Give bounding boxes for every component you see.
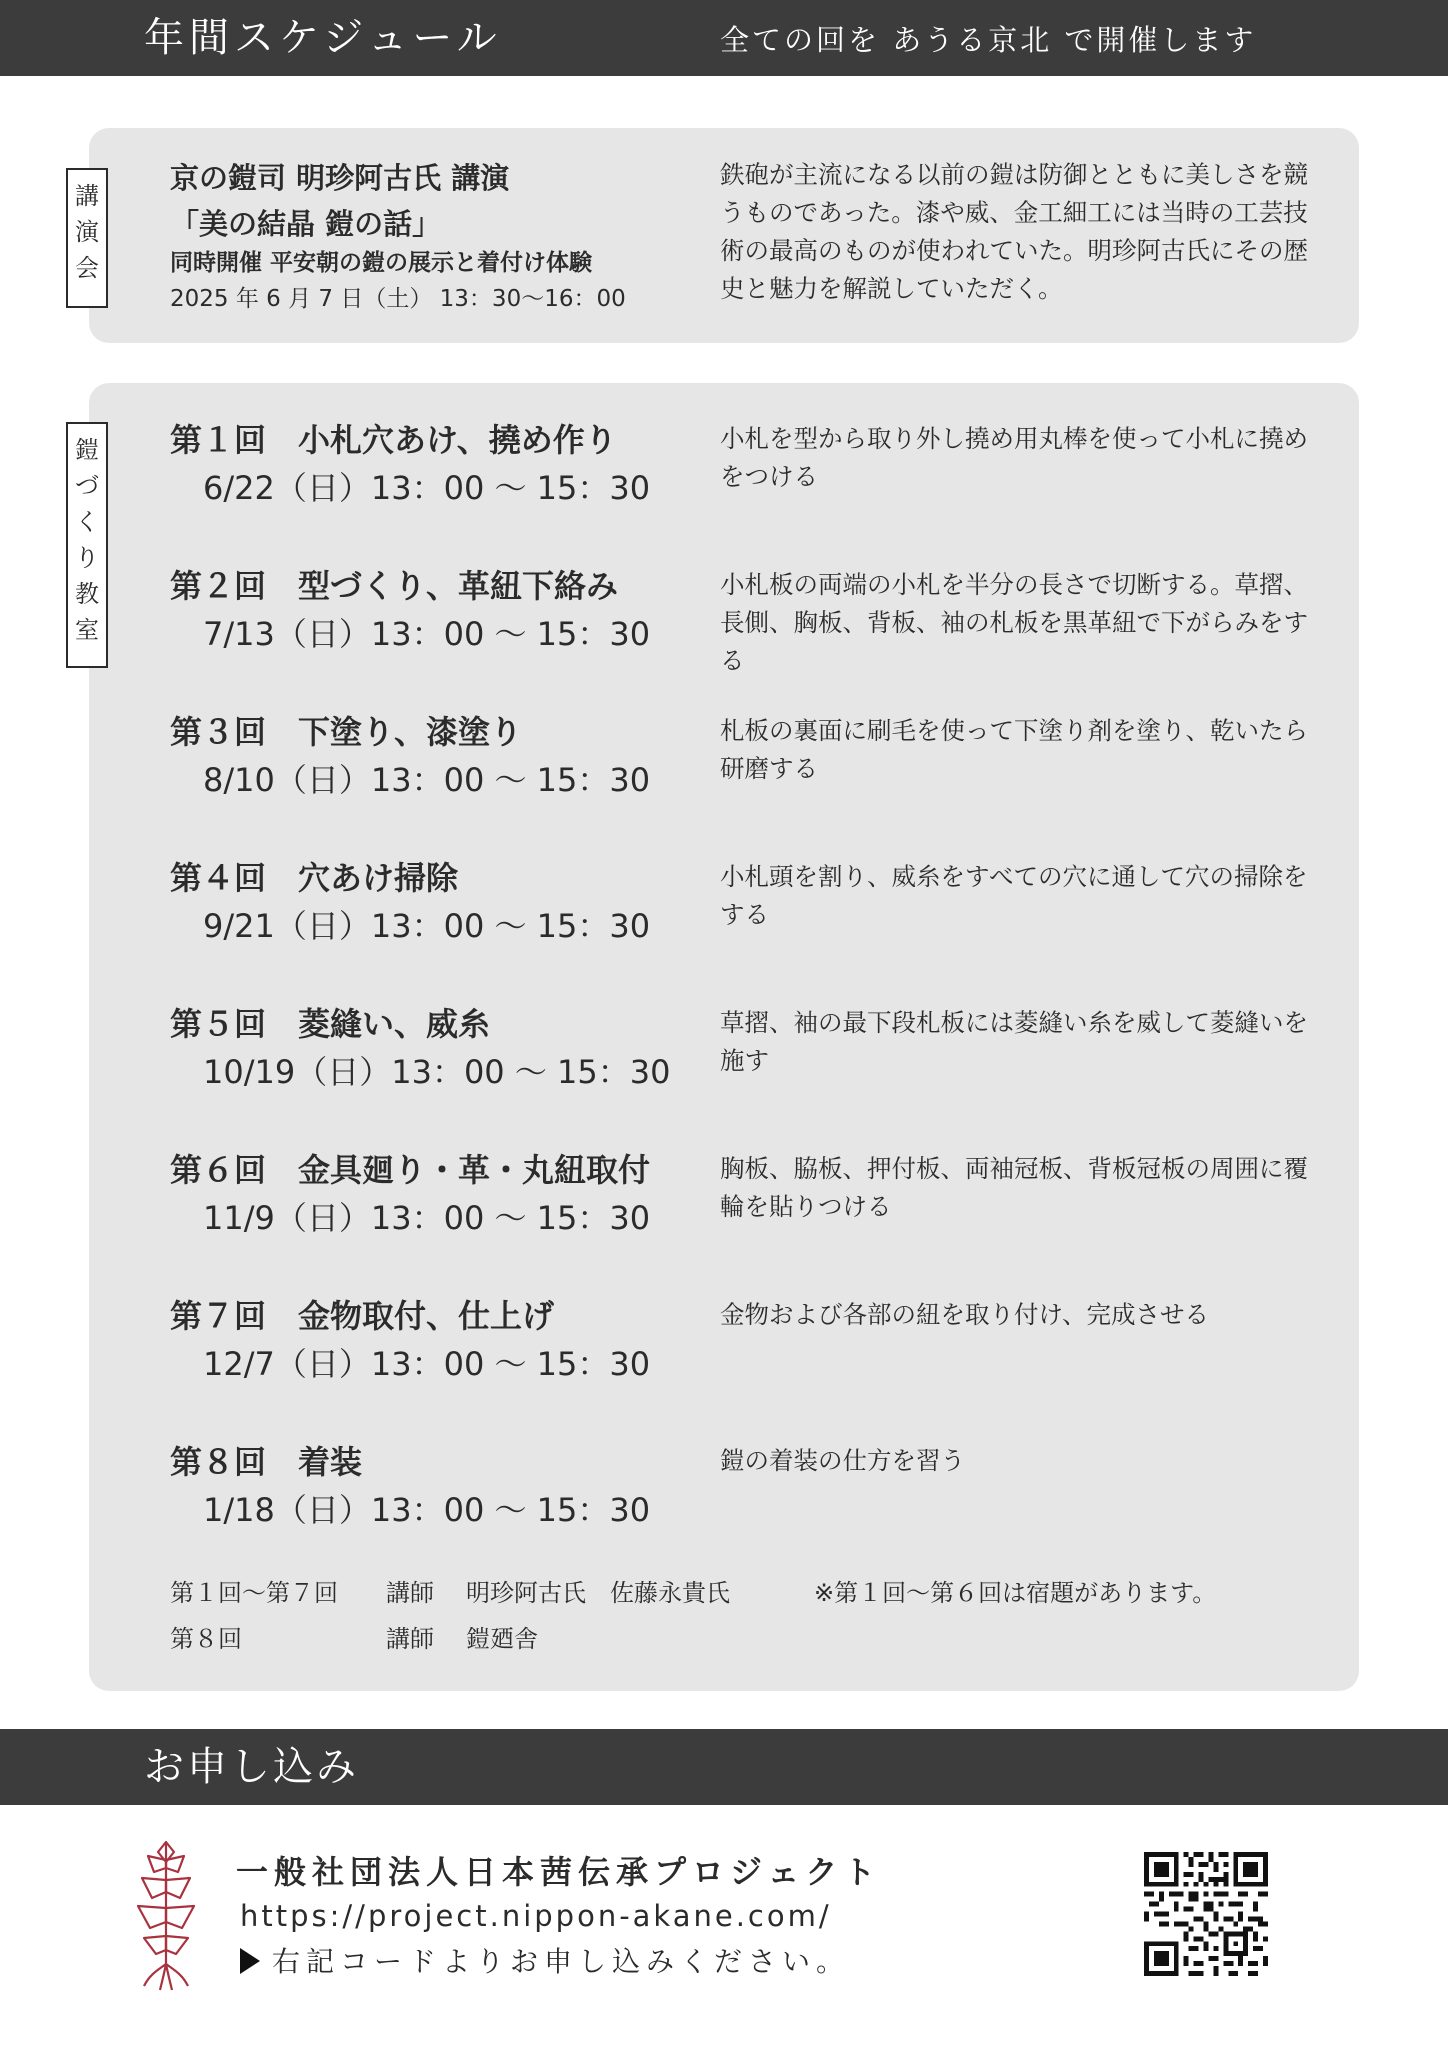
session-time: 8/10（日）13：00 〜 15：30 — [203, 761, 651, 799]
instructor-names: 鎧廼舎 — [466, 1625, 538, 1653]
workshop-label: 鎧 づ く り 教 室 — [66, 422, 108, 668]
instructor-role: 講師 — [386, 1625, 434, 1653]
session-time: 11/9（日）13：00 〜 15：30 — [203, 1199, 651, 1237]
application-band — [0, 1729, 1448, 1805]
session-description: 小札を型から取り外し撓め用丸棒を使って小札に撓めをつける — [720, 424, 1308, 491]
lecture-label: 講 演 会 — [66, 168, 108, 308]
session-title: 第８回 着装 — [170, 1443, 363, 1481]
session-time: 10/19（日）13：00 〜 15：30 — [203, 1053, 671, 1091]
session-description: 鎧の着装の仕方を習う — [720, 1446, 965, 1475]
session-description: 札板の裏面に刷毛を使って下塗り剤を塗り、乾いたら研磨する — [720, 716, 1308, 783]
lecture-concurrent: 同時開催 平安朝の鎧の展示と着付け体験 — [170, 250, 593, 276]
apply-text: 右記コードよりお申し込みください。 — [272, 1945, 851, 1978]
session-time: 6/22（日）13：00 〜 15：30 — [203, 469, 651, 507]
session-description: 小札頭を割り、威糸をすべての穴に通して穴の掃除をする — [720, 862, 1308, 929]
session-time: 12/7（日）13：00 〜 15：30 — [203, 1345, 651, 1383]
instructor-role: 講師 — [386, 1579, 434, 1607]
lecture-datetime: 2025 年 6 月 7 日（土） 13：30〜16：00 — [170, 286, 626, 312]
session-description: 小札板の両端の小札を半分の長さで切断する。草摺、長側、胸板、背板、袖の札板を黒革紐で下がらみをする — [720, 570, 1308, 675]
session-title: 第２回 型づくり、革紐下絡み — [170, 567, 619, 605]
application-title: お申し込み — [144, 1744, 359, 1790]
session-description: 草摺、袖の最下段札板には菱縫い糸を威して菱縫いを施す — [720, 1008, 1308, 1075]
instructor-names: 明珍阿古氏 佐藤永貴氏 — [466, 1579, 730, 1607]
lecture-title: 「美の結晶 鎧の話」 — [170, 207, 442, 241]
instructor-range: 第８回 — [170, 1625, 242, 1653]
session-title: 第５回 菱縫い、威糸 — [170, 1005, 491, 1043]
instructor-range: 第１回〜第７回 — [170, 1579, 338, 1607]
organization-name: 一般社団法人日本茜伝承プロジェクト — [236, 1853, 882, 1891]
organization-url[interactable]: https://project.nippon-akane.com/ — [240, 1899, 832, 1933]
session-title: 第７回 金物取付、仕上げ — [170, 1297, 555, 1335]
apply-instruction — [240, 1942, 850, 1982]
header-band — [0, 0, 1448, 76]
venue-note: 全ての回を あうる京北 で開催します — [720, 23, 1257, 57]
triangle-right-icon — [240, 1948, 260, 1974]
lecture-speaker: 京の鎧司 明珍阿古氏 講演 — [170, 161, 510, 195]
session-description: 金物および各部の紐を取り付け、完成させる — [720, 1300, 1210, 1329]
session-time: 7/13（日）13：00 〜 15：30 — [203, 615, 651, 653]
session-description: 胸板、脇板、押付板、両袖冠板、背板冠板の周囲に覆輪を貼りつける — [720, 1154, 1308, 1221]
session-title: 第４回 穴あけ掃除 — [170, 859, 459, 897]
akane-plant-logo — [134, 1836, 198, 1992]
page-title: 年間スケジュール — [144, 15, 502, 61]
session-time: 1/18（日）13：00 〜 15：30 — [203, 1491, 651, 1529]
homework-note: ※第１回〜第６回は宿題があります。 — [814, 1579, 1217, 1607]
session-time: 9/21（日）13：00 〜 15：30 — [203, 907, 651, 945]
session-title: 第６回 金具廻り・革・丸紐取付 — [170, 1151, 651, 1189]
session-title: 第３回 下塗り、漆塗り — [170, 713, 523, 751]
lecture-description: 鉄砲が主流になる以前の鎧は防御とともに美しさを競うものであった。漆や威、金工細工には当時の工芸技術の最高のものが使われていた。明珍阿古氏にその歴史と魅力を解説していただく。 — [720, 160, 1308, 303]
session-title: 第１回 小札穴あけ、撓め作り — [170, 421, 617, 459]
qr-code-icon[interactable] — [1144, 1852, 1268, 1976]
